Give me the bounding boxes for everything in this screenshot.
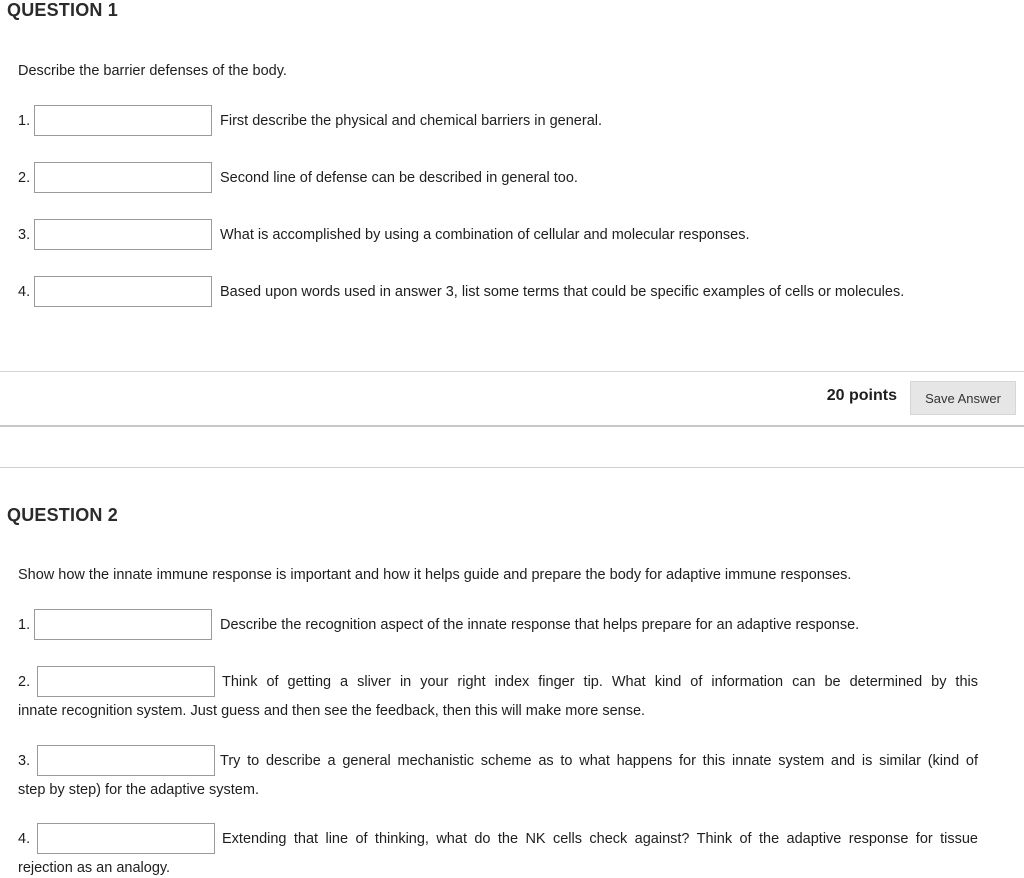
q2-hint-4-line-1: Extending that line of thinking, what do the NK cells check against? Think of the adaptive response for tissue [222, 831, 978, 847]
q1-item-number: 1. [18, 113, 31, 129]
q1-hint-1: First describe the physical and chemical barriers in general. [220, 113, 603, 129]
question-1-footer [0, 371, 1024, 427]
q1-answer-input-4[interactable] [34, 276, 212, 307]
q1-item-number: 3. [18, 227, 31, 243]
q1-item-number: 2. [18, 170, 31, 186]
q2-answer-input-3[interactable] [37, 745, 215, 776]
q2-item-number: 1. [18, 617, 31, 633]
q2-answer-input-2[interactable] [37, 666, 215, 697]
save-answer-button[interactable]: Save Answer [910, 381, 1016, 415]
q1-item-number: 4. [18, 284, 31, 300]
q2-item-number: 3. [18, 753, 31, 769]
q2-hint-3-line-2: step by step) for the adaptive system. [18, 782, 259, 798]
q1-hint-3: What is accomplished by using a combination of cellular and molecular responses. [220, 227, 750, 243]
q2-answer-input-4[interactable] [37, 823, 215, 854]
q2-item-number: 4. [18, 831, 31, 847]
q2-hint-4-line-2: rejection as an analogy. [18, 860, 171, 876]
section-divider [0, 467, 1024, 468]
question-2-title: QUESTION 2 [7, 505, 119, 525]
question-1-title: QUESTION 1 [7, 0, 119, 20]
question-2-prompt: Show how the innate immune response is important and how it helps guide and prepare the body for adaptive immune responses. [18, 567, 852, 583]
q2-hint-2-line-1: Think of getting a sliver in your right index finger tip. What kind of information can be determined by this [222, 674, 978, 690]
q1-hint-2: Second line of defense can be described in general too. [220, 170, 578, 186]
q1-answer-input-2[interactable] [34, 162, 212, 193]
q2-answer-input-1[interactable] [34, 609, 212, 640]
q2-hint-2-line-2: innate recognition system. Just guess and then see the feedback, then this will make more sense. [18, 703, 646, 719]
q1-answer-input-3[interactable] [34, 219, 212, 250]
q1-hint-4: Based upon words used in answer 3, list some terms that could be specific examples of cells or molecules. [220, 284, 905, 300]
q2-hint-1: Describe the recognition aspect of the innate response that helps prepare for an adaptive response. [220, 617, 860, 633]
q2-hint-3-line-1: Try to describe a general mechanistic scheme as to what happens for this innate system and is similar (kind of [220, 753, 978, 769]
q1-answer-input-1[interactable] [34, 105, 212, 136]
points-label: 20 points [826, 387, 897, 404]
q2-item-number: 2. [18, 674, 31, 690]
question-1-prompt: Describe the barrier defenses of the body. [18, 63, 287, 79]
